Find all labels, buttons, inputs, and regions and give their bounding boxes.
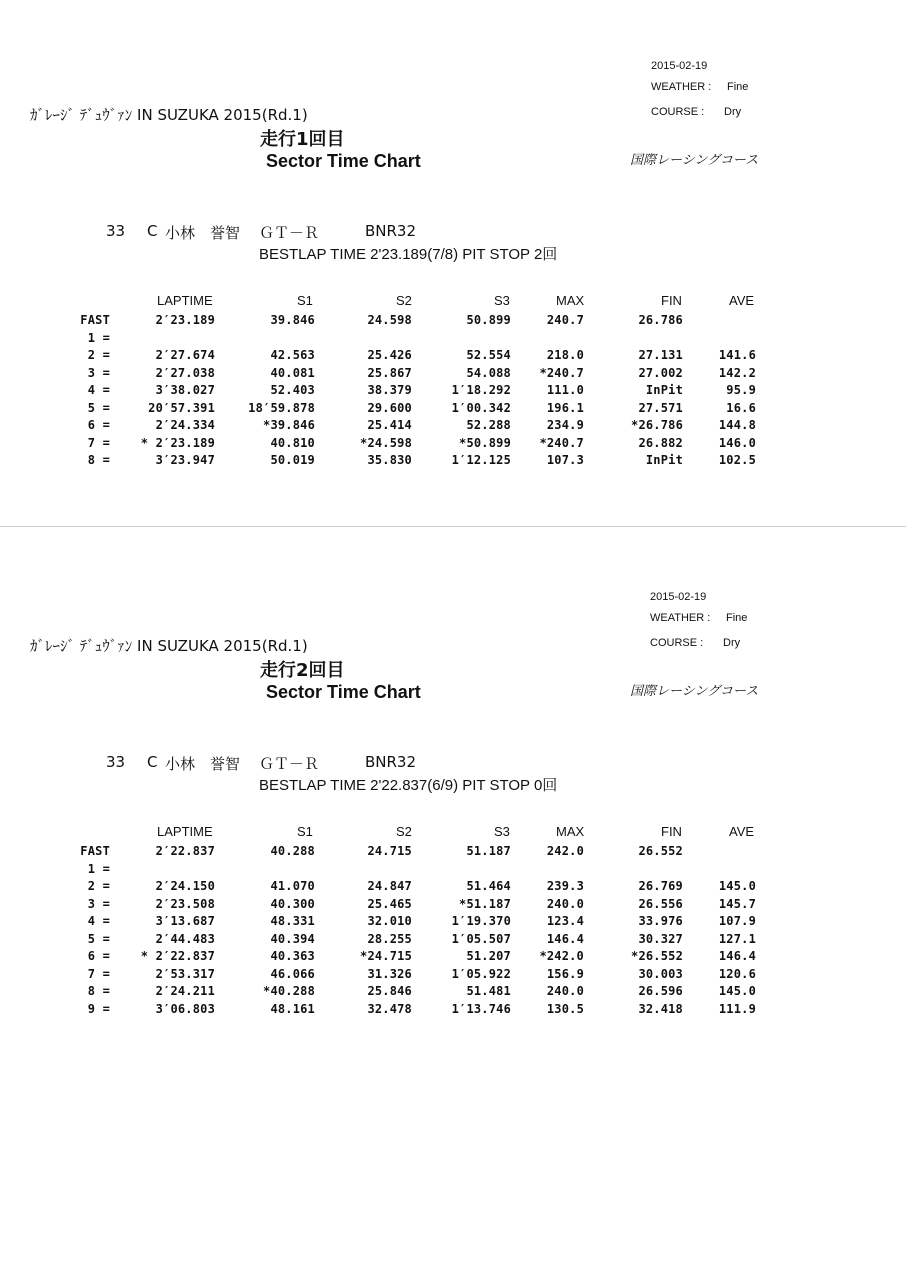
table-row [0,897,906,915]
s3-cell: *51.187 [459,896,511,911]
laptime-cell: 2′53.317 [155,966,215,981]
ave-cell: 146.4 [718,949,756,963]
ave-cell: 146.0 [718,435,756,450]
table-row [0,366,906,384]
laptime-cell: 3′23.947 [155,453,215,467]
timing-sheet-2 [0,531,906,1051]
course-value: Dry [723,637,741,649]
max-cell: 123.4 [546,914,584,928]
max-cell: 239.3 [546,879,584,893]
s3-cell: 1′18.292 [451,383,511,397]
table-row [0,436,906,454]
ave-cell: 102.5 [718,453,756,467]
lap-table [0,844,906,1019]
ave-cell: 95.9 [726,383,756,397]
table-row [0,984,906,1002]
lap-label: 3 = [87,365,110,380]
s3-cell: 51.187 [466,844,511,858]
max-cell: 107.3 [546,453,584,467]
s3-cell: 1′00.342 [451,400,511,415]
fin-cell: 26.556 [638,896,683,911]
fin-cell: 26.786 [638,313,683,327]
max-cell: 111.0 [546,383,584,397]
laptime-cell: 2′27.674 [155,348,215,362]
session-title: 走行1回目 [260,129,345,150]
s1-cell: 52.403 [270,383,315,397]
table-row [0,348,906,366]
event-title: ｶﾞﾚｰｼﾞ ﾃﾞｭｳﾞｧﾝ IN SUZUKA 2015(Rd.1) [30,637,308,655]
fin-cell: InPit [645,383,683,397]
lap-table [0,313,906,471]
fin-cell: 32.418 [638,1001,683,1016]
lap-label: 5 = [87,400,110,415]
s1-cell: 40.300 [270,896,315,911]
laptime-cell: 3′06.803 [155,1001,215,1016]
s2-cell: 24.598 [367,313,412,327]
s2-cell: 25.846 [367,984,412,998]
s2-cell: 29.600 [367,400,412,415]
timing-sheet-1 [0,0,906,520]
weather-label: WEATHER : [650,612,711,624]
fin-cell: 27.131 [638,348,683,362]
date: 2015-02-19 [650,591,707,603]
s1-cell: 41.070 [270,879,315,893]
s2-cell: 38.379 [367,383,412,397]
car-model: BNR32 [365,222,417,240]
col-header-laptime: LAPTIME [157,824,213,839]
s2-cell: 35.830 [367,453,412,467]
col-header-laptime: LAPTIME [157,293,213,308]
col-header-s1: S1 [297,824,313,839]
car-model: BNR32 [365,753,417,771]
laptime-cell: 2′44.483 [155,931,215,946]
fin-cell: 30.003 [638,966,683,981]
max-cell: 240.0 [546,984,584,998]
fin-cell: 26.552 [638,844,683,858]
fin-cell: 26.882 [638,435,683,450]
s1-cell: 50.019 [270,453,315,467]
fastest-row [0,313,906,331]
event-title: ｶﾞﾚｰｼﾞ ﾃﾞｭｳﾞｧﾝ IN SUZUKA 2015(Rd.1) [30,106,308,124]
ave-cell: 145.0 [718,879,756,893]
laptime-cell: * 2′23.189 [140,435,215,450]
col-header-s2: S2 [396,293,412,308]
page-divider [0,526,906,527]
s1-cell: 46.066 [270,966,315,981]
s3-cell: 52.288 [466,418,511,432]
car-number: 33 [106,222,126,240]
lap-label: 1 = [87,861,110,876]
s2-cell: 25.465 [367,896,412,911]
s1-cell: 39.846 [270,313,315,327]
course-value: Dry [724,106,742,118]
col-header-max: MAX [556,293,585,308]
table-row [0,949,906,967]
laptime-cell: 2′23.189 [155,313,215,327]
laptime-cell: 2′24.211 [155,984,215,998]
s1-cell: 40.288 [270,844,315,858]
s1-cell: *39.846 [263,418,315,432]
s3-cell: 1′12.125 [451,453,511,467]
laptime-cell: 2′27.038 [155,365,215,380]
fin-cell: 27.002 [638,365,683,380]
s3-cell: *50.899 [459,435,511,450]
circuit-name: 国際レーシングコース [630,684,759,699]
lap-label: FAST [80,844,110,858]
s1-cell: 48.161 [270,1001,315,1016]
s3-cell: 51.207 [466,949,511,963]
s2-cell: 32.478 [367,1001,412,1016]
s3-cell: 1′13.746 [451,1001,511,1016]
max-cell: 234.9 [546,418,584,432]
lap-label: FAST [80,313,110,327]
car-number: 33 [106,753,126,771]
driver-name: 小林 誉智 [165,755,241,773]
s1-cell: 42.563 [270,348,315,362]
max-cell: 240.7 [546,313,584,327]
car-name: ＧＴ－Ｒ [259,224,320,242]
ave-cell: 145.7 [718,896,756,911]
max-cell: 156.9 [546,966,584,981]
fin-cell: *26.786 [631,418,683,432]
table-row [0,914,906,932]
s2-cell: *24.598 [360,435,412,450]
col-header-ave: AVE [729,824,755,839]
s2-cell: 25.426 [367,348,412,362]
lap-label: 4 = [87,383,110,397]
s3-cell: 54.088 [466,365,511,380]
table-row [0,383,906,401]
weather-label: WEATHER : [651,81,712,93]
max-cell: *240.7 [539,365,584,380]
circuit-name: 国際レーシングコース [630,153,759,168]
lap-label: 1 = [87,330,110,345]
chart-title: Sector Time Chart [266,682,421,702]
session-title: 走行2回目 [260,660,345,681]
lap-label: 8 = [87,453,110,467]
fin-cell: 26.769 [638,879,683,893]
lap-label: 8 = [87,984,110,998]
lap-label: 6 = [87,418,110,432]
s2-cell: 25.414 [367,418,412,432]
max-cell: 240.0 [546,896,584,911]
laptime-cell: 2′23.508 [155,896,215,911]
col-header-s1: S1 [297,293,313,308]
laptime-cell: 3′38.027 [155,383,215,397]
table-row [0,1002,906,1020]
fin-cell: 30.327 [638,931,683,946]
lap-label: 9 = [87,1001,110,1016]
col-header-s3: S3 [494,293,510,308]
table-row [0,453,906,471]
s1-cell: 48.331 [270,914,315,928]
max-cell: 242.0 [546,844,584,858]
course-label: COURSE : [651,106,705,118]
s1-cell: *40.288 [263,984,315,998]
s2-cell: 28.255 [367,931,412,946]
car-class: C [147,222,158,240]
s2-cell: 31.326 [367,966,412,981]
lap-label: 7 = [87,966,110,981]
fin-cell: 27.571 [638,400,683,415]
table-row [0,862,906,880]
col-header-s2: S2 [396,824,412,839]
s3-cell: 1′05.922 [451,966,511,981]
table-row [0,401,906,419]
weather-value: Fine [726,612,748,624]
ave-cell: 145.0 [718,984,756,998]
weather-value: Fine [727,81,749,93]
ave-cell: 107.9 [718,914,756,928]
ave-cell: 142.2 [718,365,756,380]
ave-cell: 127.1 [718,931,756,946]
s3-cell: 1′05.507 [451,931,511,946]
col-header-s3: S3 [494,824,510,839]
lap-label: 5 = [87,931,110,946]
laptime-cell: 20′57.391 [148,400,215,415]
fin-cell: *26.552 [631,949,683,963]
bestlap-summary: BESTLAP TIME 2'23.189(7/8) PIT STOP 2回 [259,246,558,263]
s1-cell: 18′59.878 [248,400,315,415]
bestlap-summary: BESTLAP TIME 2'22.837(6/9) PIT STOP 0回 [259,777,558,794]
ave-cell: 16.6 [726,400,756,415]
course-label: COURSE : [650,637,704,649]
date: 2015-02-19 [651,60,708,72]
laptime-cell: 3′13.687 [155,914,215,928]
s3-cell: 52.554 [466,348,511,362]
ave-cell: 120.6 [718,966,756,981]
lap-label: 4 = [87,914,110,928]
laptime-cell: 2′24.334 [155,418,215,432]
fastest-row [0,844,906,862]
s3-cell: 51.464 [466,879,511,893]
s3-cell: 50.899 [466,313,511,327]
s2-cell: 24.715 [367,844,412,858]
lap-label: 7 = [87,435,110,450]
max-cell: 218.0 [546,348,584,362]
s2-cell: *24.715 [360,949,412,963]
s1-cell: 40.081 [270,365,315,380]
max-cell: *240.7 [539,435,584,450]
s1-cell: 40.810 [270,435,315,450]
laptime-cell: * 2′22.837 [140,949,215,963]
driver-name: 小林 誉智 [165,224,241,242]
max-cell: 196.1 [546,400,584,415]
lap-label: 3 = [87,896,110,911]
chart-title: Sector Time Chart [266,151,421,171]
car-name: ＧＴ－Ｒ [259,755,320,773]
fin-cell: InPit [645,453,683,467]
s2-cell: 25.867 [367,365,412,380]
laptime-cell: 2′22.837 [155,844,215,858]
ave-cell: 144.8 [718,418,756,432]
col-header-ave: AVE [729,293,755,308]
table-row [0,932,906,950]
s2-cell: 32.010 [367,914,412,928]
max-cell: 146.4 [546,931,584,946]
table-row [0,418,906,436]
ave-cell: 111.9 [718,1001,756,1016]
col-header-max: MAX [556,824,585,839]
s3-cell: 1′19.370 [451,914,511,928]
lap-label: 6 = [87,949,110,963]
table-row [0,967,906,985]
s2-cell: 24.847 [367,879,412,893]
s3-cell: 51.481 [466,984,511,998]
col-header-fin: FIN [661,824,682,839]
car-class: C [147,753,158,771]
col-header-fin: FIN [661,293,682,308]
table-row [0,879,906,897]
laptime-cell: 2′24.150 [155,879,215,893]
s1-cell: 40.363 [270,949,315,963]
max-cell: *242.0 [539,949,584,963]
ave-cell: 141.6 [718,348,756,362]
fin-cell: 26.596 [638,984,683,998]
fin-cell: 33.976 [638,914,683,928]
table-row [0,331,906,349]
max-cell: 130.5 [546,1001,584,1016]
lap-label: 2 = [87,879,110,893]
s1-cell: 40.394 [270,931,315,946]
lap-label: 2 = [87,348,110,362]
